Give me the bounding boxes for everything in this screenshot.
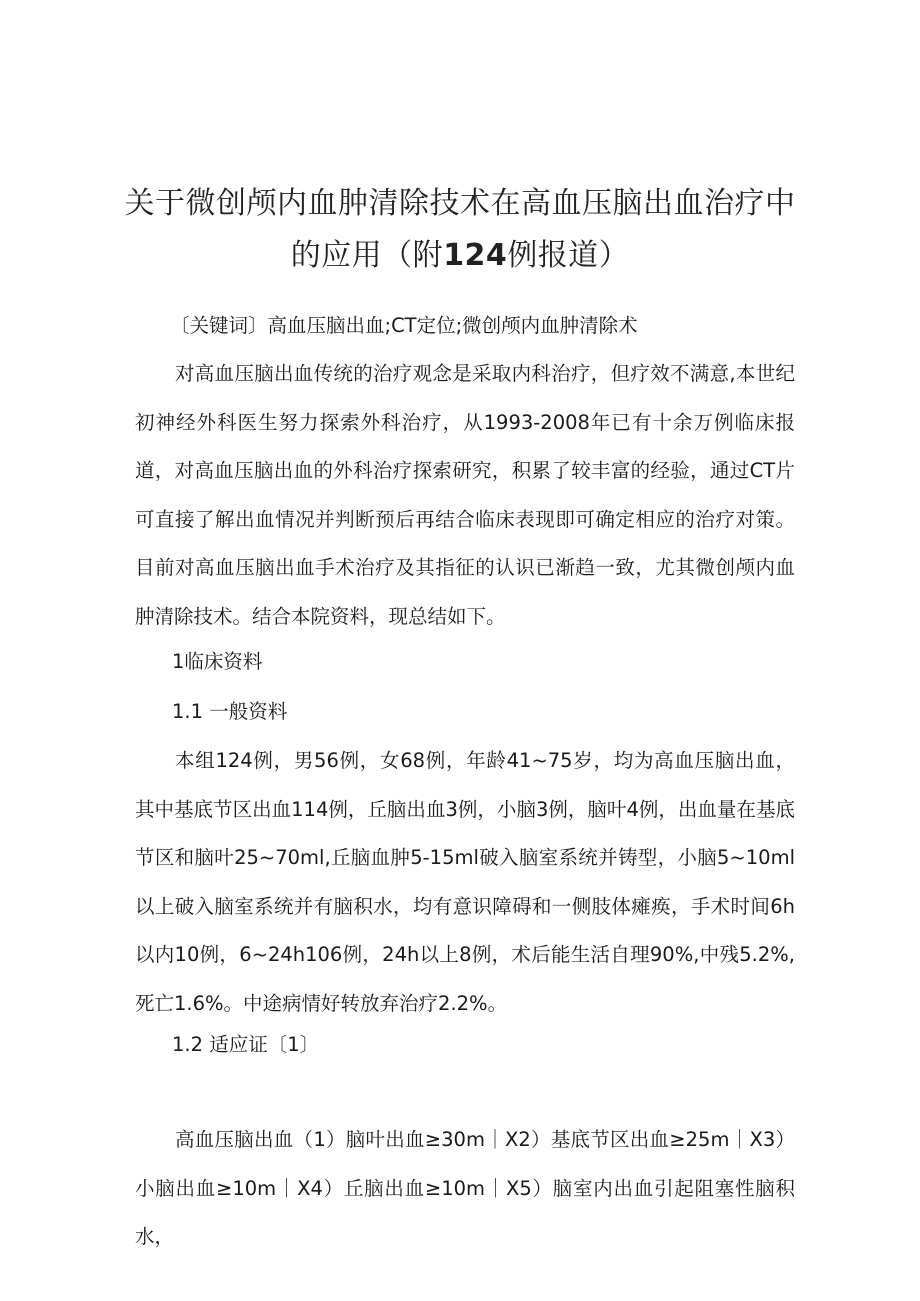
general-data-paragraph: 本组124例，男56例，女68例，年龄41~75岁，均为高血压脑出血，其中基底节区出血114例，丘脑出血3例，小脑3例，脑叶4例，出血量在基底节区和脑叶25~70ml,丘脑血肿5-15ml破入脑室系统并铸型，小脑5~10ml以上破入脑室系统并有脑积水，均有意识障碍和一侧肢体瘫痪，手术时间6h以内10例，6~24h106例，24h以上8例，术后能生活自理90%,中残5.2%,死亡1.6%。中途病情好转放弃治疗2.2%。 xyxy=(135,749,795,1015)
title-prefix: 的应用（附 xyxy=(290,238,444,273)
title-suffix: 例报道） xyxy=(507,238,630,273)
subsection-heading-indications: 1.2 适应证〔1〕 xyxy=(172,1033,320,1056)
section-heading-clinical-data: 1临床资料 xyxy=(172,650,263,673)
intro-paragraph: 对高血压脑出血传统的治疗观念是采取内科治疗，但疗效不满意,本世纪初神经外科医生努力探索外科治疗，从1993-2008年已有十余万例临床报道，对高血压脑出血的外科治疗探索研究，积累了较丰富的经验，通过CT片可直接了解出血情况并判断预后再结合临床表现即可确定相应的治疗对策。目前对高血压脑出血手术治疗及其指征的认识已渐趋一致，尤其微创颅内血肿清除技术。结合本院资料，现总结如下。 xyxy=(135,362,795,628)
document-title-line-1: 关于微创颅内血肿清除技术在高血压脑出血治疗中 xyxy=(124,186,796,221)
keywords-line: 〔关键词〕高血压脑出血;CT定位;微创颅内血肿清除术 xyxy=(170,314,638,337)
indications-paragraph: 高血压脑出血（1）脑叶出血≥30m｜X2）基底节区出血≥25m｜X3）小脑出血≥10m｜X4）丘脑出血≥10m｜X5）脑室内出血引起阻塞性脑积水， xyxy=(135,1128,795,1248)
subsection-heading-general-data: 1.1 一般资料 xyxy=(172,700,288,723)
title-case-count: 124 xyxy=(443,238,508,273)
document-title-line-2 xyxy=(120,230,800,282)
